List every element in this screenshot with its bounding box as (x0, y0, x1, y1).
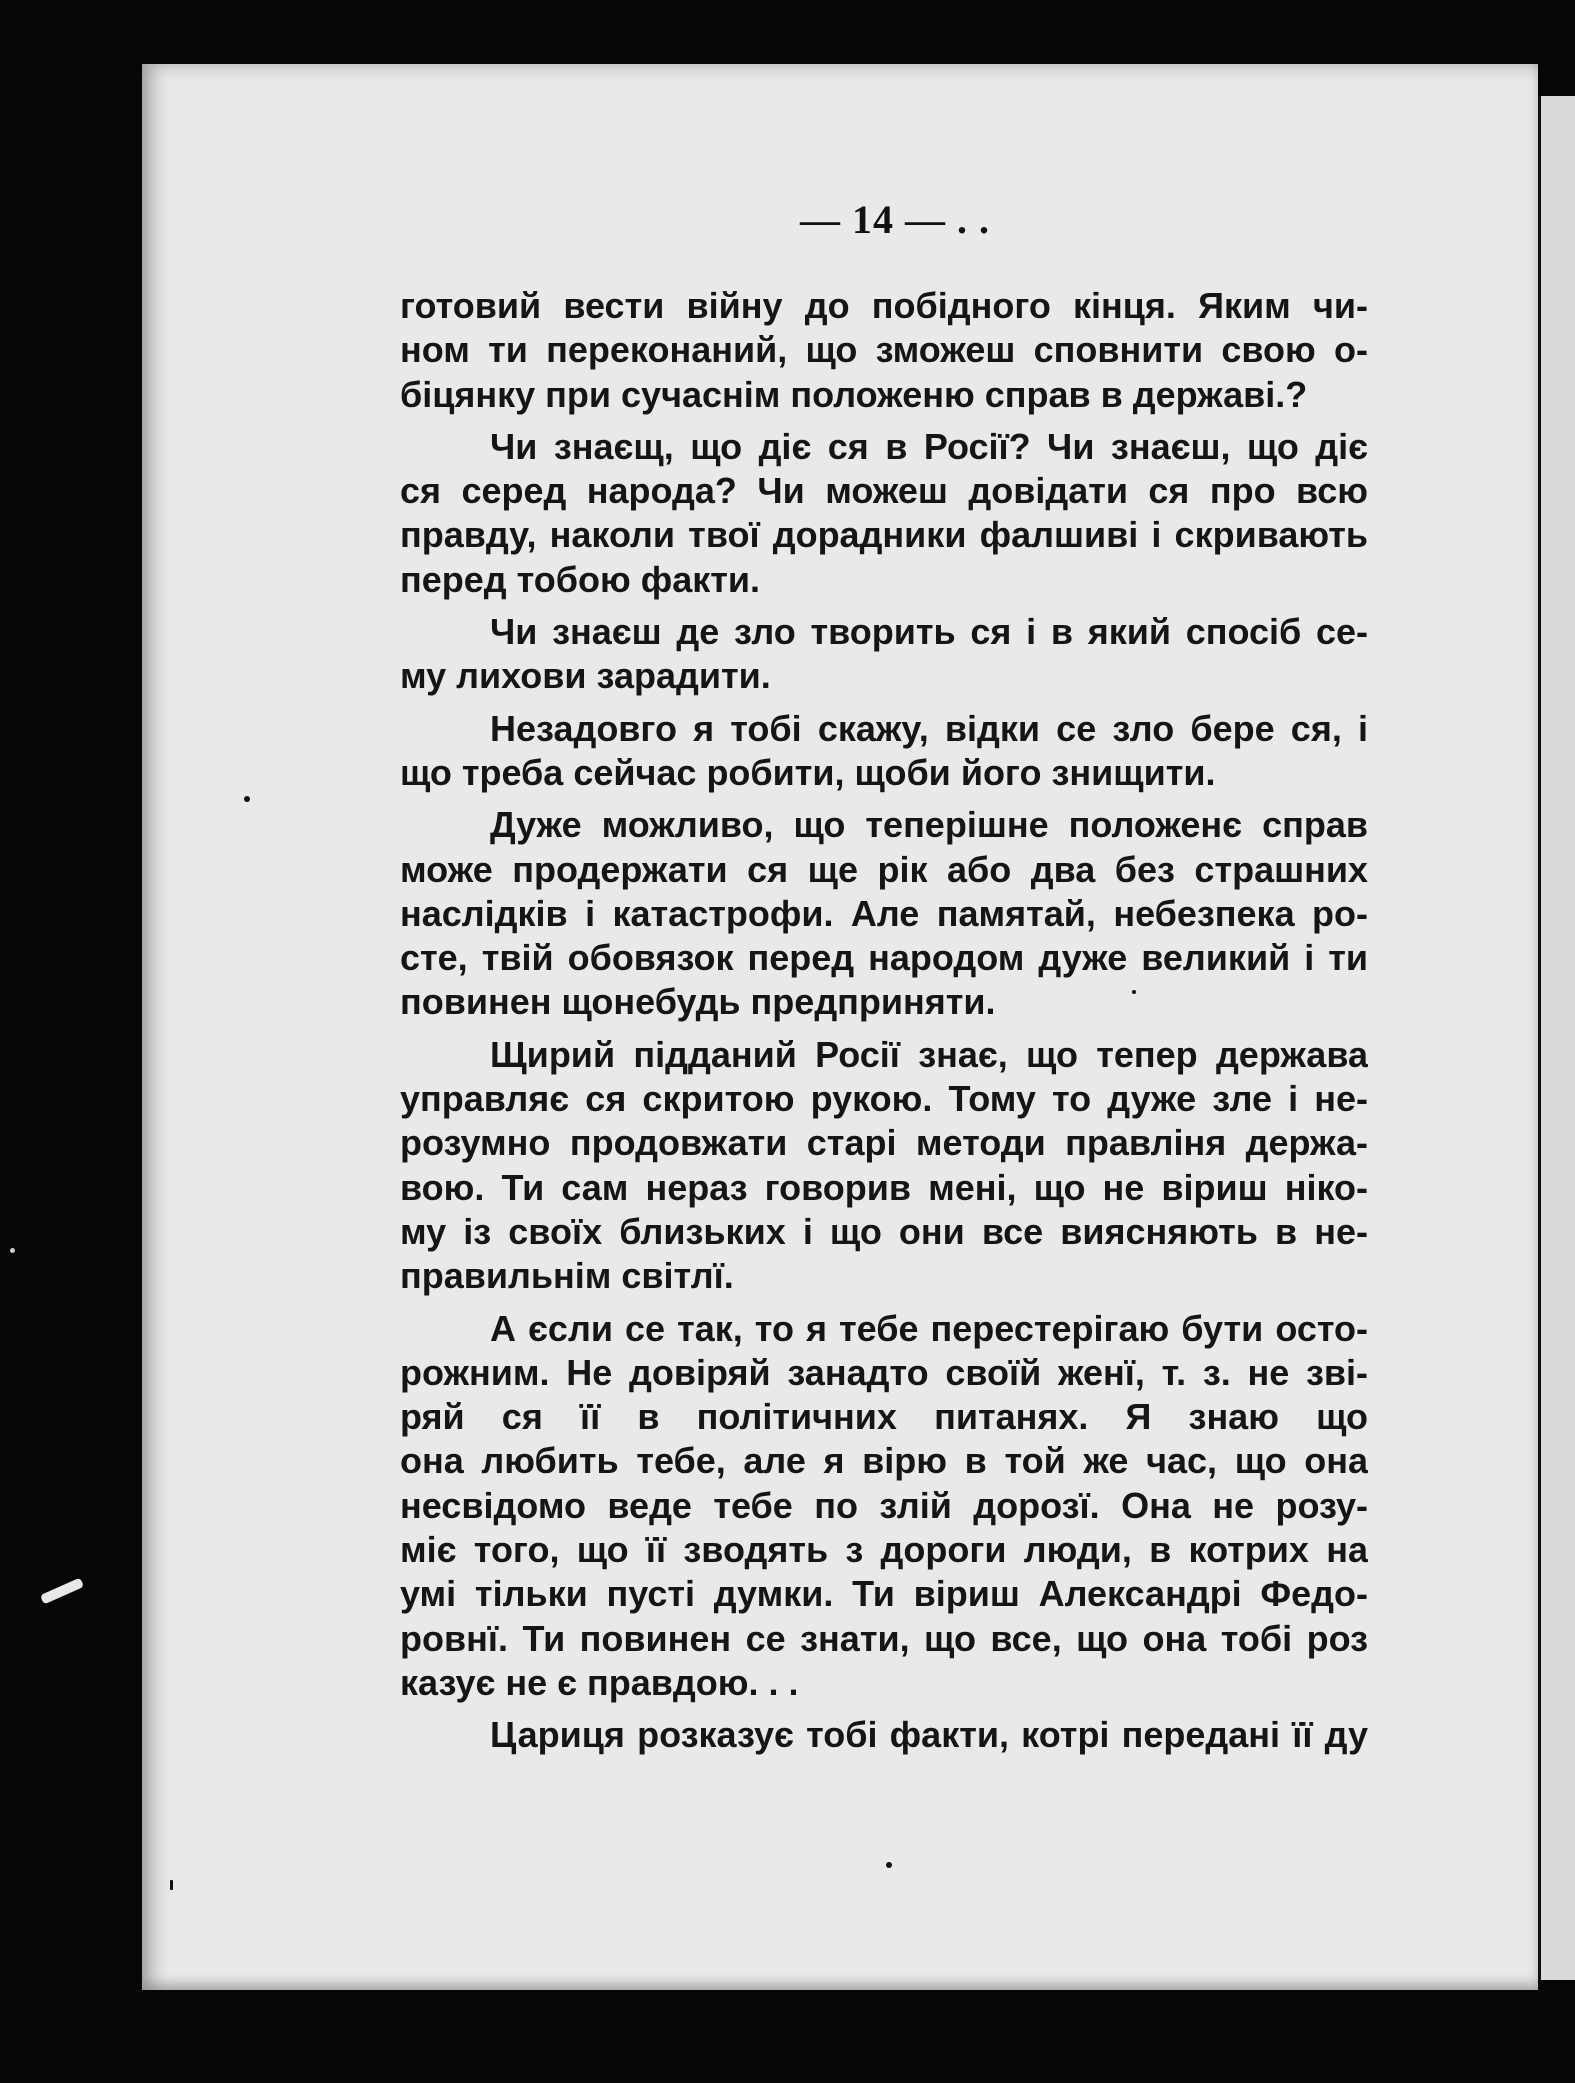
text-line: сте, твій обовязок перед народом дуже великий і ти (400, 937, 1368, 979)
scan-speck (886, 1862, 892, 1868)
paragraph-first-line: Дуже можливо, що теперішне положенє справ (490, 804, 1368, 846)
text-line: може продержати ся ще рік або два без страшних (400, 848, 1368, 890)
text-line: перед тобою факти. (400, 558, 761, 600)
paragraph-first-line: А єсли се так, то я тебе перестерігаю бути осто- (490, 1307, 1368, 1349)
text-line: рожним. Не довіряй занадто своїй женї, т. з. не зві- (400, 1351, 1368, 1393)
text-line: она любить тебе, але я вірю в той же час, що она (400, 1440, 1368, 1482)
scan-speck (244, 796, 250, 802)
text-line: міє того, що її зводять з дороги люди, в котрих на (400, 1529, 1368, 1571)
paragraph-first-line: Щирий підданий Росії знає, що тепер держава (490, 1033, 1368, 1075)
text-line: вою. Ти сам нераз говорив мені, що не віриш ніко- (400, 1166, 1368, 1208)
text-line: наслідків і катастрофи. Але памятай, небезпека ро- (400, 892, 1368, 934)
text-line: що треба сейчас робити, щоби його знищити. (400, 751, 1216, 793)
text-line: ся серед народа? Чи можеш довідати ся про всю (400, 470, 1368, 512)
text-line: умі тільки пусті думки. Ти віриш Александрі Федо- (400, 1573, 1368, 1615)
page-body-text (400, 284, 1368, 1758)
text-line: правильнім світлї. (400, 1255, 734, 1297)
text-line: несвідомо веде тебе по злій дорозї. Она не розу- (400, 1484, 1368, 1526)
scan-speck (1132, 990, 1136, 994)
text-line: ряй ся її в політичних питанях. Я знаю що (400, 1396, 1368, 1438)
text-line: управляє ся скритою рукою. Тому то дуже зле і не- (400, 1078, 1368, 1120)
next-page-edge (1538, 96, 1575, 1980)
page-number: — 14 — . . (800, 197, 990, 242)
text-line: повинен щонебудь предприняти. (400, 981, 996, 1023)
text-line: казує не є правдою. . . (400, 1661, 799, 1703)
text-line: му із своїх близьких і що они все виясняють в не- (400, 1210, 1368, 1252)
paragraph-first-line: Чи знаєщ, що діє ся в Росії? Чи знаєш, що діє (490, 425, 1368, 467)
text-line: ном ти переконаний, що зможеш сповнити свою о- (400, 329, 1368, 371)
text-line: готовий вести війну до побідного кінця. Яким чи- (400, 285, 1368, 326)
paragraph-first-line: Чи знаєш де зло творить ся і в який спосіб се- (490, 611, 1368, 653)
paragraph-first-line: Незадовго я тобі скажу, відки се зло бере ся, і (490, 707, 1368, 749)
text-line: ровнї. Ти повинен се знати, що все, що она тобі роз (400, 1617, 1368, 1659)
text-line: му лихови зарадити. (400, 655, 771, 697)
text-line: розумно продовжати старі методи правліня держа- (400, 1122, 1368, 1164)
scan-speck (170, 1880, 173, 1890)
text-line: біцянку при сучаснім положеню справ в державі.? (400, 373, 1308, 415)
text-line: правду, наколи твої дорадники фалшиві і скривають (400, 514, 1368, 556)
scan-speck (10, 1248, 15, 1253)
paragraph-first-line: Цариця розказує тобі факти, котрі передані її ду (490, 1714, 1368, 1756)
